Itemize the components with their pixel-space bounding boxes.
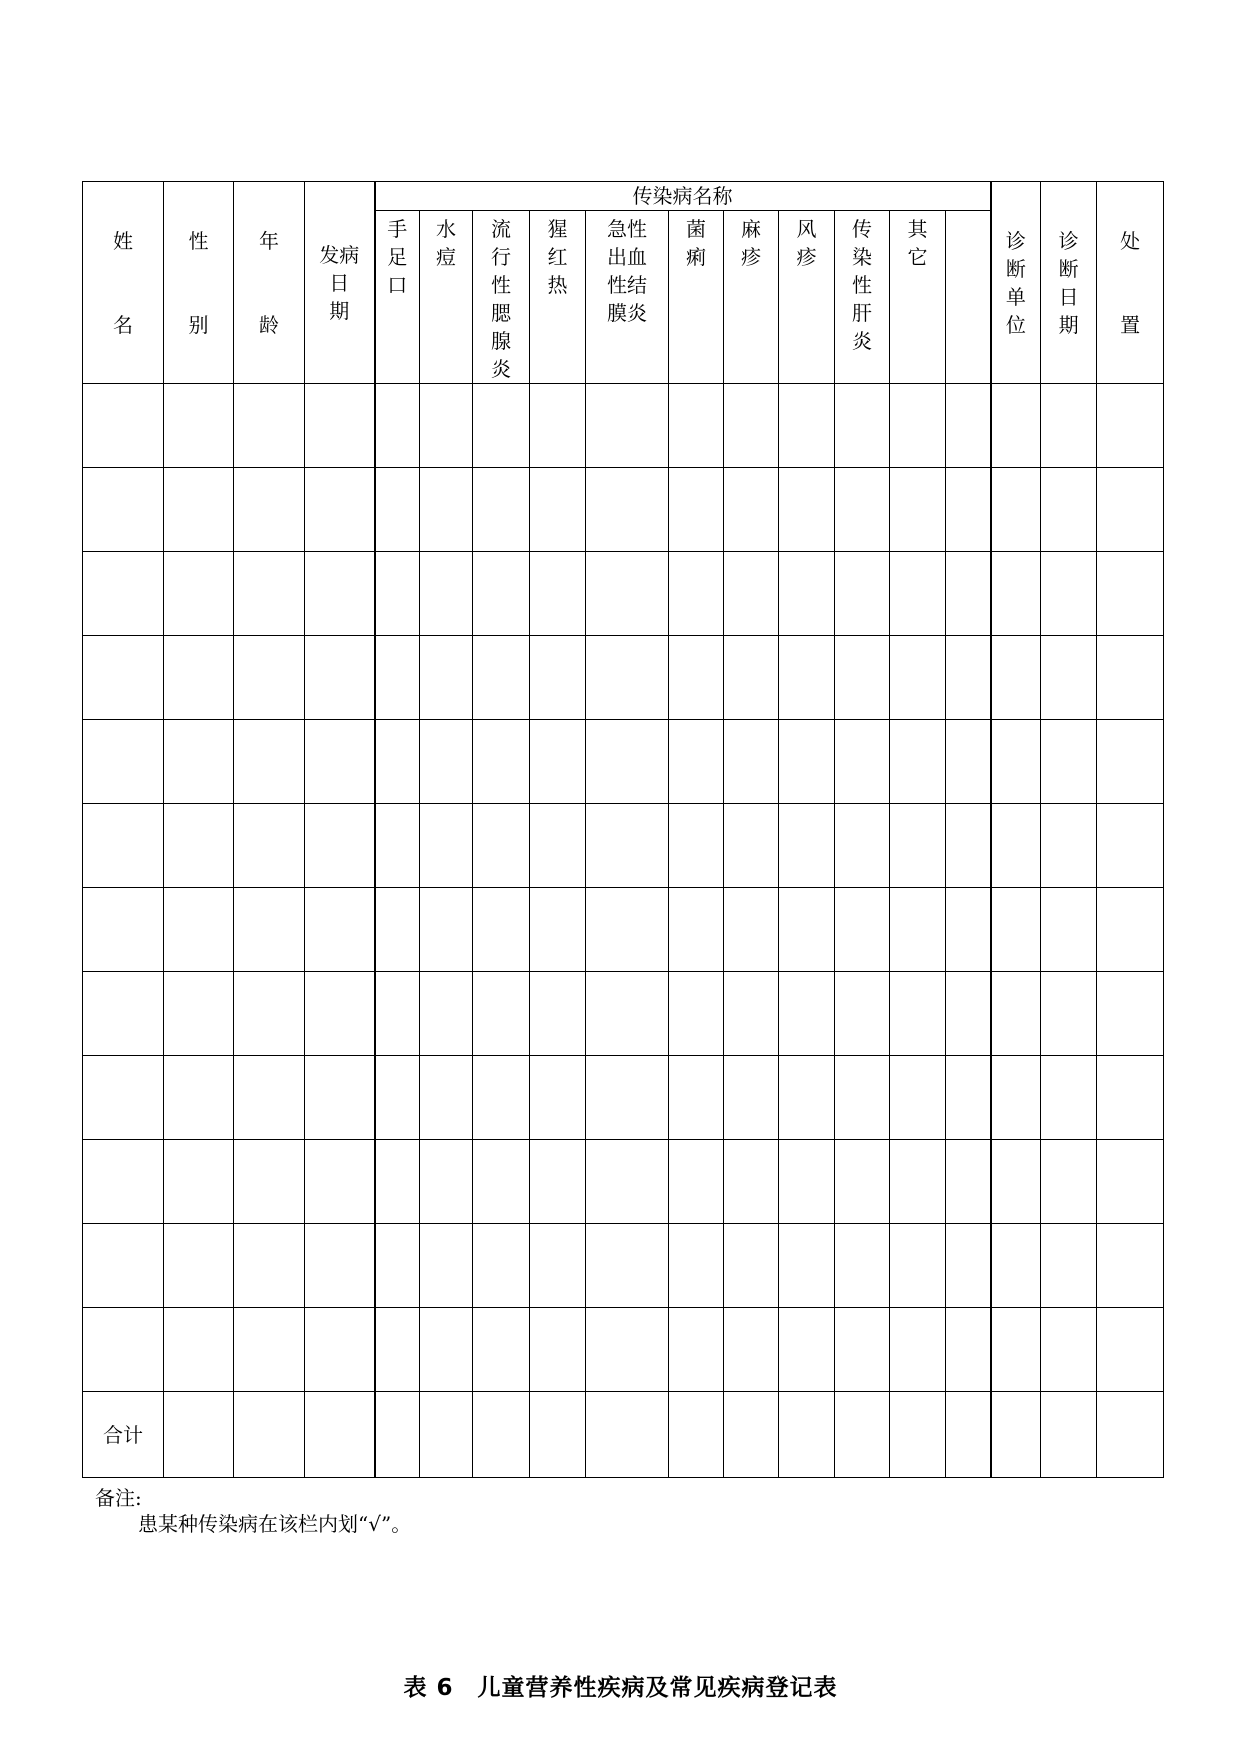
table-cell[interactable] <box>586 552 669 636</box>
table-cell[interactable] <box>890 1308 946 1392</box>
table-cell[interactable] <box>305 888 375 972</box>
table-cell[interactable] <box>1097 720 1164 804</box>
table-row <box>83 384 1164 468</box>
table-cell[interactable] <box>83 720 164 804</box>
table-cell[interactable] <box>305 1140 375 1224</box>
table-cell[interactable] <box>586 888 669 972</box>
table-cell[interactable] <box>890 1140 946 1224</box>
table-cell[interactable] <box>835 888 890 972</box>
table-cell[interactable] <box>669 636 724 720</box>
table-cell[interactable] <box>1097 888 1164 972</box>
disease-group-label: 传染病名称 <box>632 184 733 208</box>
table-cell[interactable] <box>164 1224 234 1308</box>
table-cell[interactable] <box>420 888 473 972</box>
header-disease-group <box>375 182 991 211</box>
table-cell[interactable] <box>164 636 234 720</box>
table-cell[interactable] <box>1041 804 1097 888</box>
table-cell[interactable] <box>1097 1140 1164 1224</box>
disease-8-label: 传 染 性 肝 炎 <box>852 217 872 353</box>
table-cell[interactable] <box>420 1308 473 1392</box>
table-cell[interactable] <box>835 552 890 636</box>
table-cell[interactable] <box>991 384 1041 468</box>
table-cell[interactable] <box>1041 1056 1097 1140</box>
table-cell[interactable] <box>164 1140 234 1224</box>
table-cell[interactable] <box>473 804 530 888</box>
table-cell[interactable] <box>234 1308 305 1392</box>
table-cell[interactable] <box>991 888 1041 972</box>
table-cell[interactable] <box>473 1056 530 1140</box>
table-cell[interactable] <box>724 720 779 804</box>
table-cell[interactable] <box>835 1056 890 1140</box>
table-cell[interactable] <box>991 1392 1041 1478</box>
table-cell[interactable] <box>946 1308 991 1392</box>
document-title: 表 6 儿童营养性疾病及常见疾病登记表 <box>403 1675 838 1701</box>
table-cell[interactable] <box>164 552 234 636</box>
header-diag_date <box>1041 182 1097 384</box>
table-cell[interactable] <box>375 636 420 720</box>
table-cell[interactable] <box>530 636 586 720</box>
table-cell[interactable] <box>1097 1056 1164 1140</box>
table-cell[interactable] <box>420 972 473 1056</box>
table-cell[interactable] <box>890 888 946 972</box>
header-disease-10 <box>946 211 991 384</box>
table-cell[interactable] <box>83 1140 164 1224</box>
table-row <box>83 972 1164 1056</box>
table-cell[interactable] <box>530 552 586 636</box>
table-cell[interactable] <box>991 636 1041 720</box>
table-cell[interactable] <box>779 552 835 636</box>
table-cell[interactable] <box>946 1392 991 1478</box>
table-cell[interactable] <box>724 1056 779 1140</box>
disease-registration-table <box>82 181 1164 1478</box>
table-cell[interactable] <box>420 1056 473 1140</box>
header-age-label: 年 龄 <box>259 228 279 337</box>
table-cell[interactable] <box>586 636 669 720</box>
table-cell[interactable] <box>305 552 375 636</box>
table-cell[interactable] <box>375 972 420 1056</box>
table-cell[interactable] <box>724 888 779 972</box>
table-cell[interactable] <box>890 552 946 636</box>
table-cell[interactable] <box>83 384 164 468</box>
table-cell[interactable] <box>1041 1140 1097 1224</box>
table-row <box>83 552 1164 636</box>
table-cell[interactable] <box>530 1308 586 1392</box>
table-cell[interactable] <box>375 888 420 972</box>
table-cell[interactable] <box>779 888 835 972</box>
table-cell[interactable] <box>779 636 835 720</box>
table-cell[interactable] <box>724 552 779 636</box>
table-cell[interactable] <box>420 1140 473 1224</box>
table-cell[interactable] <box>530 972 586 1056</box>
table-cell[interactable] <box>835 468 890 552</box>
header-disease-9 <box>890 211 946 384</box>
table-cell[interactable] <box>473 552 530 636</box>
table-cell[interactable] <box>890 720 946 804</box>
table-cell[interactable] <box>669 1140 724 1224</box>
table-cell[interactable] <box>375 1308 420 1392</box>
table-cell[interactable] <box>586 720 669 804</box>
table-cell[interactable] <box>473 972 530 1056</box>
table-cell[interactable] <box>586 384 669 468</box>
disease-6-label: 麻 疹 <box>741 217 761 269</box>
table-cell[interactable] <box>779 1308 835 1392</box>
table-cell[interactable] <box>1097 1224 1164 1308</box>
table-cell[interactable] <box>473 1308 530 1392</box>
table-cell[interactable] <box>835 1224 890 1308</box>
table-cell[interactable] <box>669 1056 724 1140</box>
table-cell[interactable] <box>530 1224 586 1308</box>
table-cell[interactable] <box>473 468 530 552</box>
table-cell[interactable] <box>669 888 724 972</box>
table-cell[interactable] <box>779 384 835 468</box>
table-cell[interactable] <box>724 1140 779 1224</box>
table-cell[interactable] <box>946 720 991 804</box>
table-cell[interactable] <box>234 1392 305 1478</box>
total-label-cell <box>83 1392 164 1478</box>
table-cell[interactable] <box>420 1224 473 1308</box>
header-name <box>83 182 164 384</box>
table-cell[interactable] <box>890 384 946 468</box>
table-row <box>83 468 1164 552</box>
header-sex-label: 性 别 <box>188 228 209 337</box>
table-cell[interactable] <box>234 720 305 804</box>
table-cell[interactable] <box>305 804 375 888</box>
table-cell[interactable] <box>586 972 669 1056</box>
table-cell[interactable] <box>991 552 1041 636</box>
table-cell[interactable] <box>586 1308 669 1392</box>
header-disease-0 <box>375 211 420 384</box>
table-cell[interactable] <box>420 552 473 636</box>
table-cell[interactable] <box>530 1392 586 1478</box>
table-cell[interactable] <box>83 804 164 888</box>
table-cell[interactable] <box>779 1224 835 1308</box>
table-cell[interactable] <box>991 804 1041 888</box>
table-cell[interactable] <box>946 1224 991 1308</box>
table-cell[interactable] <box>83 552 164 636</box>
table-cell[interactable] <box>991 1056 1041 1140</box>
table-cell[interactable] <box>164 1392 234 1478</box>
table-cell[interactable] <box>669 720 724 804</box>
table-cell[interactable] <box>83 1308 164 1392</box>
table-cell[interactable] <box>724 804 779 888</box>
table-cell[interactable] <box>890 972 946 1056</box>
table-cell[interactable] <box>946 1056 991 1140</box>
table-cell[interactable] <box>890 1392 946 1478</box>
table-cell[interactable] <box>375 1056 420 1140</box>
table-cell[interactable] <box>779 720 835 804</box>
table-cell[interactable] <box>991 1224 1041 1308</box>
table-cell[interactable] <box>375 720 420 804</box>
header-diag_unit-label: 诊 断 单 位 <box>1005 228 1026 337</box>
table-cell[interactable] <box>375 384 420 468</box>
table-cell[interactable] <box>530 804 586 888</box>
table-cell[interactable] <box>946 972 991 1056</box>
header-treatment-label: 处 置 <box>1120 228 1141 337</box>
table-cell[interactable] <box>991 1308 1041 1392</box>
disease-2-label: 流 行 性 腮 腺 炎 <box>491 217 511 381</box>
table-cell[interactable] <box>669 468 724 552</box>
total-label: 合计 <box>103 1422 143 1447</box>
table-cell[interactable] <box>779 1392 835 1478</box>
table-cell[interactable] <box>669 972 724 1056</box>
table-cell[interactable] <box>375 804 420 888</box>
table-cell[interactable] <box>1041 1308 1097 1392</box>
table-cell[interactable] <box>420 720 473 804</box>
header-disease-8 <box>835 211 890 384</box>
table-cell[interactable] <box>1041 468 1097 552</box>
table-cell[interactable] <box>83 636 164 720</box>
table-cell[interactable] <box>234 636 305 720</box>
table-cell[interactable] <box>669 804 724 888</box>
table-cell[interactable] <box>991 972 1041 1056</box>
header-disease-6 <box>724 211 779 384</box>
table-cell[interactable] <box>835 972 890 1056</box>
header-disease-3 <box>530 211 586 384</box>
table-cell[interactable] <box>83 1224 164 1308</box>
disease-7-label: 风 疹 <box>796 217 817 269</box>
table-cell[interactable] <box>375 1224 420 1308</box>
table-cell[interactable] <box>724 1224 779 1308</box>
table-cell[interactable] <box>375 1140 420 1224</box>
header-diag_date-label: 诊 断 日 期 <box>1058 228 1079 337</box>
table-cell[interactable] <box>586 1056 669 1140</box>
header-treatment <box>1097 182 1164 384</box>
disease-9-label: 其 它 <box>907 217 928 269</box>
table-cell[interactable] <box>473 720 530 804</box>
table-cell[interactable] <box>1097 636 1164 720</box>
table-cell[interactable] <box>724 468 779 552</box>
header-disease-7 <box>779 211 835 384</box>
header-row-group <box>83 182 1164 211</box>
header-diag_unit <box>991 182 1041 384</box>
table-cell[interactable] <box>164 1308 234 1392</box>
table-cell[interactable] <box>305 1392 375 1478</box>
table-cell[interactable] <box>234 1056 305 1140</box>
disease-3-label: 猩 红 热 <box>547 217 568 297</box>
table-cell[interactable] <box>83 972 164 1056</box>
table-cell[interactable] <box>779 1140 835 1224</box>
note-label: 备注: <box>95 1486 142 1510</box>
table-cell[interactable] <box>890 1224 946 1308</box>
table-cell[interactable] <box>164 1056 234 1140</box>
table-cell[interactable] <box>473 1392 530 1478</box>
table-cell[interactable] <box>890 468 946 552</box>
table-cell[interactable] <box>305 1056 375 1140</box>
table-row <box>83 1140 1164 1224</box>
table-cell[interactable] <box>164 804 234 888</box>
table-cell[interactable] <box>530 720 586 804</box>
table-cell[interactable] <box>1041 972 1097 1056</box>
table-cell[interactable] <box>473 1140 530 1224</box>
table-cell[interactable] <box>1097 972 1164 1056</box>
table-row <box>83 636 1164 720</box>
table-cell[interactable] <box>946 552 991 636</box>
table-cell[interactable] <box>305 1308 375 1392</box>
table-cell[interactable] <box>83 1056 164 1140</box>
table-cell[interactable] <box>946 636 991 720</box>
table-cell[interactable] <box>586 804 669 888</box>
disease-10-label <box>946 211 990 215</box>
table-cell[interactable] <box>991 1140 1041 1224</box>
table-cell[interactable] <box>473 384 530 468</box>
table-cell[interactable] <box>1097 384 1164 468</box>
note-body: 患某种传染病在该栏内划“√”。 <box>138 1512 412 1536</box>
table-cell[interactable] <box>991 720 1041 804</box>
table-cell[interactable] <box>164 468 234 552</box>
header-sex <box>164 182 234 384</box>
table-cell[interactable] <box>305 384 375 468</box>
table-cell[interactable] <box>1097 1308 1164 1392</box>
table-cell[interactable] <box>305 468 375 552</box>
table-cell[interactable] <box>1097 552 1164 636</box>
table-cell[interactable] <box>835 720 890 804</box>
table-cell[interactable] <box>669 1392 724 1478</box>
table-cell[interactable] <box>164 888 234 972</box>
table-cell[interactable] <box>586 1392 669 1478</box>
header-disease-4 <box>586 211 669 384</box>
table-cell[interactable] <box>890 1056 946 1140</box>
table-row <box>83 1056 1164 1140</box>
header-disease-2 <box>473 211 530 384</box>
table-cell[interactable] <box>1041 888 1097 972</box>
header-disease-5 <box>669 211 724 384</box>
table-cell[interactable] <box>530 888 586 972</box>
table-cell[interactable] <box>890 636 946 720</box>
table-cell[interactable] <box>724 384 779 468</box>
table-cell[interactable] <box>669 552 724 636</box>
table-cell[interactable] <box>586 468 669 552</box>
table-row <box>83 720 1164 804</box>
table-cell[interactable] <box>890 804 946 888</box>
table-cell[interactable] <box>724 1308 779 1392</box>
table-cell[interactable] <box>473 1224 530 1308</box>
table-cell[interactable] <box>1097 468 1164 552</box>
table-row <box>83 1224 1164 1308</box>
table-cell[interactable] <box>835 636 890 720</box>
table-cell[interactable] <box>724 636 779 720</box>
table-row <box>83 888 1164 972</box>
table-cell[interactable] <box>1041 1224 1097 1308</box>
header-onset_date-label: 发病 日 期 <box>319 242 360 323</box>
disease-1-label: 水 痘 <box>436 217 456 269</box>
table-cell[interactable] <box>530 468 586 552</box>
table-cell[interactable] <box>375 468 420 552</box>
table-cell[interactable] <box>234 384 305 468</box>
table-cell[interactable] <box>724 1392 779 1478</box>
table-cell[interactable] <box>420 804 473 888</box>
table-cell[interactable] <box>1097 1392 1164 1478</box>
table-cell[interactable] <box>473 636 530 720</box>
table-cell[interactable] <box>946 468 991 552</box>
table-cell[interactable] <box>669 1224 724 1308</box>
table-cell[interactable] <box>1041 636 1097 720</box>
table-cell[interactable] <box>1041 552 1097 636</box>
table-cell[interactable] <box>305 636 375 720</box>
table-cell[interactable] <box>375 1392 420 1478</box>
table-cell[interactable] <box>779 972 835 1056</box>
table-cell[interactable] <box>530 1140 586 1224</box>
table-cell[interactable] <box>473 888 530 972</box>
table-cell[interactable] <box>234 1140 305 1224</box>
table-cell[interactable] <box>1041 384 1097 468</box>
table-cell[interactable] <box>991 468 1041 552</box>
table-cell[interactable] <box>234 552 305 636</box>
disease-0-label: 手 足 口 <box>387 217 408 297</box>
table-cell[interactable] <box>305 720 375 804</box>
disease-5-label: 菌 痢 <box>686 217 706 269</box>
table-cell[interactable] <box>234 888 305 972</box>
table-cell[interactable] <box>234 1224 305 1308</box>
table-cell[interactable] <box>669 384 724 468</box>
table-cell[interactable] <box>1041 1392 1097 1478</box>
table-cell[interactable] <box>234 468 305 552</box>
table-cell[interactable] <box>946 384 991 468</box>
table-cell[interactable] <box>835 804 890 888</box>
table-cell[interactable] <box>83 468 164 552</box>
header-onset_date <box>305 182 375 384</box>
table-cell[interactable] <box>83 888 164 972</box>
table-cell[interactable] <box>420 468 473 552</box>
table-cell[interactable] <box>234 804 305 888</box>
table-cell[interactable] <box>1097 804 1164 888</box>
table-cell[interactable] <box>946 1140 991 1224</box>
table-cell[interactable] <box>946 888 991 972</box>
table-cell[interactable] <box>1041 720 1097 804</box>
table-cell[interactable] <box>946 804 991 888</box>
table-cell[interactable] <box>669 1308 724 1392</box>
table-cell[interactable] <box>305 1224 375 1308</box>
table-cell[interactable] <box>779 804 835 888</box>
table-cell[interactable] <box>420 636 473 720</box>
table-cell[interactable] <box>375 552 420 636</box>
table-cell[interactable] <box>530 384 586 468</box>
table-cell[interactable] <box>724 972 779 1056</box>
table-cell[interactable] <box>835 1308 890 1392</box>
table-cell[interactable] <box>779 468 835 552</box>
table-cell[interactable] <box>234 972 305 1056</box>
table-row <box>83 1308 1164 1392</box>
table-cell[interactable] <box>420 384 473 468</box>
table-cell[interactable] <box>164 384 234 468</box>
table-cell[interactable] <box>586 1140 669 1224</box>
disease-4-label: 急性 出血 性结 膜炎 <box>607 217 647 325</box>
table-cell[interactable] <box>305 972 375 1056</box>
header-disease-1 <box>420 211 473 384</box>
table-cell[interactable] <box>779 1056 835 1140</box>
table-cell[interactable] <box>420 1392 473 1478</box>
header-age <box>234 182 305 384</box>
table-cell[interactable] <box>835 1392 890 1478</box>
table-cell[interactable] <box>586 1224 669 1308</box>
table-cell[interactable] <box>835 384 890 468</box>
header-name-label: 姓 名 <box>113 228 133 337</box>
table-row <box>83 804 1164 888</box>
table-cell[interactable] <box>530 1056 586 1140</box>
total-row <box>83 1392 1164 1478</box>
table-cell[interactable] <box>164 720 234 804</box>
table-cell[interactable] <box>835 1140 890 1224</box>
table-cell[interactable] <box>164 972 234 1056</box>
